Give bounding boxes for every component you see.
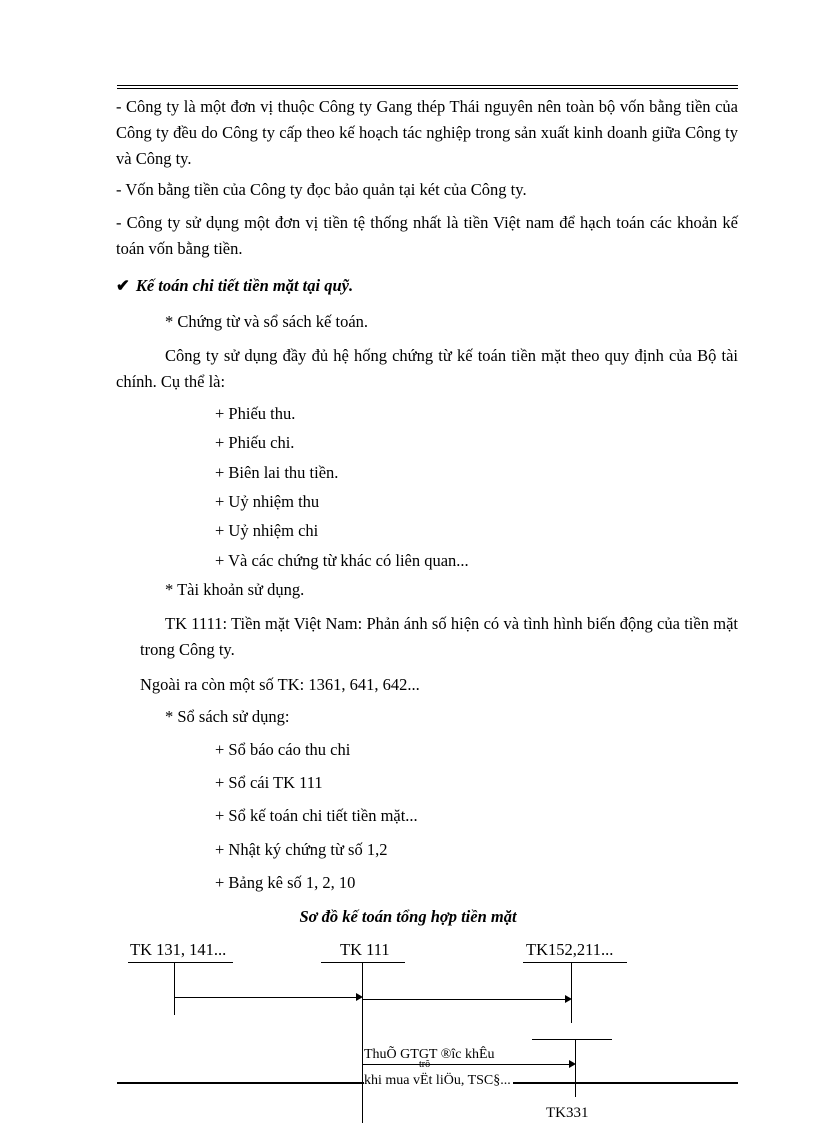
vat-note-continued: khi mua vËt liÖu, TSC§... <box>364 1073 511 1088</box>
arrow-line <box>174 997 357 998</box>
account-label: TK 131, 141... <box>130 940 227 959</box>
arrowhead-icon <box>569 1060 576 1068</box>
list-item: + Uỷ nhiệm thu <box>215 492 320 511</box>
arrowhead-icon <box>565 995 572 1003</box>
vat-note-sub: trõ <box>419 1059 431 1070</box>
tk331-top-line <box>532 1039 612 1040</box>
account-label: TK331 <box>546 1105 589 1121</box>
vat-note: ThuÕ GTGT ®îc khÊu <box>364 1047 495 1062</box>
tk-other-list: Ngoài ra còn một số TK: 1361, 641, 642... <box>140 675 420 694</box>
tk1111-description: TK 1111: Tiền mặt Việt Nam: Phản ánh số hiện có và tình hình biến động của tiền mặt trong Công ty. <box>140 614 738 659</box>
header-rule-bottom <box>117 88 738 89</box>
tk331-vertical-line <box>575 1039 576 1097</box>
account-underline <box>128 962 233 963</box>
tk131-vertical-line <box>174 963 175 1015</box>
list-item: + Và các chứng từ khác có liên quan... <box>215 551 469 570</box>
header-rule-top <box>117 85 738 86</box>
check-mark-icon: ✔ <box>116 276 130 295</box>
account-underline <box>321 962 405 963</box>
paragraph-don-vi-tien-te: - Công ty sử dụng một đơn vị tiền tệ thống nhất là tiền Việt nam để hạch toán các khoản kế toán vốn bằng tiền. <box>116 213 738 258</box>
chung-tu-title: * Chứng từ và sổ sách kế toán. <box>165 312 369 331</box>
account-label: TK152,211... <box>526 940 614 959</box>
list-item: + Nhật ký chứng từ số 1,2 <box>215 840 388 859</box>
arrow-line <box>362 1064 569 1065</box>
account-underline <box>523 962 627 963</box>
list-item: + Phiếu thu. <box>215 404 296 423</box>
list-item: + Uỷ nhiệm chi <box>215 521 319 540</box>
diagram-caption: Sơ đồ kế toán tổng hợp tiền mặt <box>299 907 517 926</box>
list-item: + Sổ cái TK 111 <box>215 773 323 792</box>
arrow-line <box>362 999 565 1000</box>
paragraph-bao-quan: - Vốn bằng tiền của Công ty đọc bảo quản tại két của Công ty. <box>116 180 527 199</box>
tk111-vertical-line <box>362 963 363 1123</box>
tai-khoan-title: * Tài khoản sử dụng. <box>165 580 305 599</box>
list-item: + Sổ kế toán chi tiết tiền mặt... <box>215 806 418 825</box>
section-heading <box>116 273 353 299</box>
list-item: + Phiếu chi. <box>215 433 295 452</box>
section-heading-text: Kế toán chi tiết tiền mặt tại quỹ. <box>135 276 354 295</box>
list-item: + Sổ báo cáo thu chi <box>215 740 351 759</box>
list-item: + Biên lai thu tiền. <box>215 463 339 482</box>
paragraph-von-bang-tien: - Công ty là một đơn vị thuộc Công ty Gang thép Thái nguyên nên toàn bộ vốn bằng tiền của Công ty đều do Công ty cấp theo kế hoạch tác nghiệp trong sản xuất kinh doanh giữa Công ty và Công ty. <box>116 97 738 168</box>
list-item: + Bảng kê số 1, 2, 10 <box>215 873 356 892</box>
accounting-diagram <box>0 930 816 1123</box>
tk152-vertical-line <box>571 963 572 1023</box>
account-label: TK 111 <box>340 940 390 959</box>
chung-tu-intro: Công ty sử dụng đầy đủ hệ hống chứng từ kế toán tiền mặt theo quy định của Bộ tài chính. Cụ thể là: <box>116 346 738 391</box>
so-sach-title: * Sổ sách sử dụng: <box>165 707 290 726</box>
